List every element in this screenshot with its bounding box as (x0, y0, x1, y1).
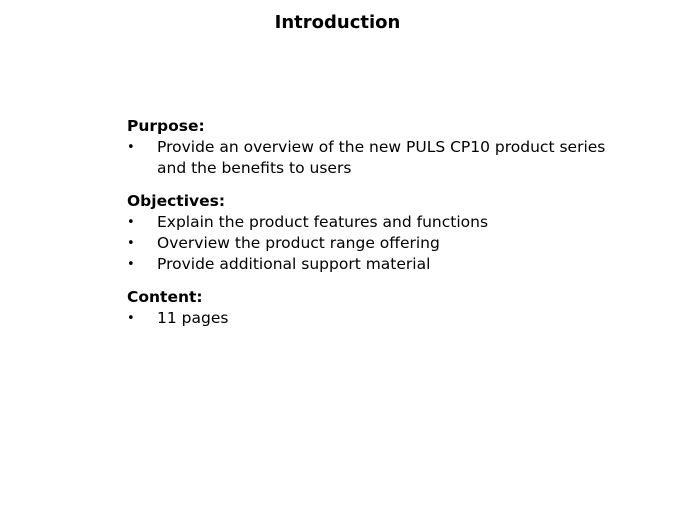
purpose-section (127, 116, 627, 179)
objectives-section (127, 191, 627, 275)
bullet-text: Overview the product range offering (157, 234, 440, 252)
list-item (127, 233, 627, 254)
list-item (127, 254, 627, 275)
objectives-list (127, 212, 627, 275)
bullet-text: Provide an overview of the new PULS CP10 product series and the benefits to users (157, 138, 606, 177)
slide-content (127, 116, 627, 341)
bullet-icon: • (127, 311, 135, 326)
content-heading: Content: (127, 288, 203, 306)
content-section (127, 287, 627, 329)
bullet-text: Provide additional support material (157, 255, 431, 273)
bullet-icon: • (127, 215, 135, 230)
bullet-icon: • (127, 236, 135, 251)
list-item (127, 137, 627, 179)
purpose-heading: Purpose: (127, 117, 205, 135)
slide-title: Introduction (274, 12, 401, 33)
purpose-list (127, 137, 627, 179)
content-list (127, 308, 627, 329)
bullet-icon: • (127, 140, 135, 155)
bullet-icon: • (127, 257, 135, 272)
bullet-text: Explain the product features and functions (157, 213, 489, 231)
objectives-heading: Objectives: (127, 192, 226, 210)
list-item (127, 308, 627, 329)
bullet-text: 11 pages (157, 309, 229, 327)
list-item (127, 212, 627, 233)
